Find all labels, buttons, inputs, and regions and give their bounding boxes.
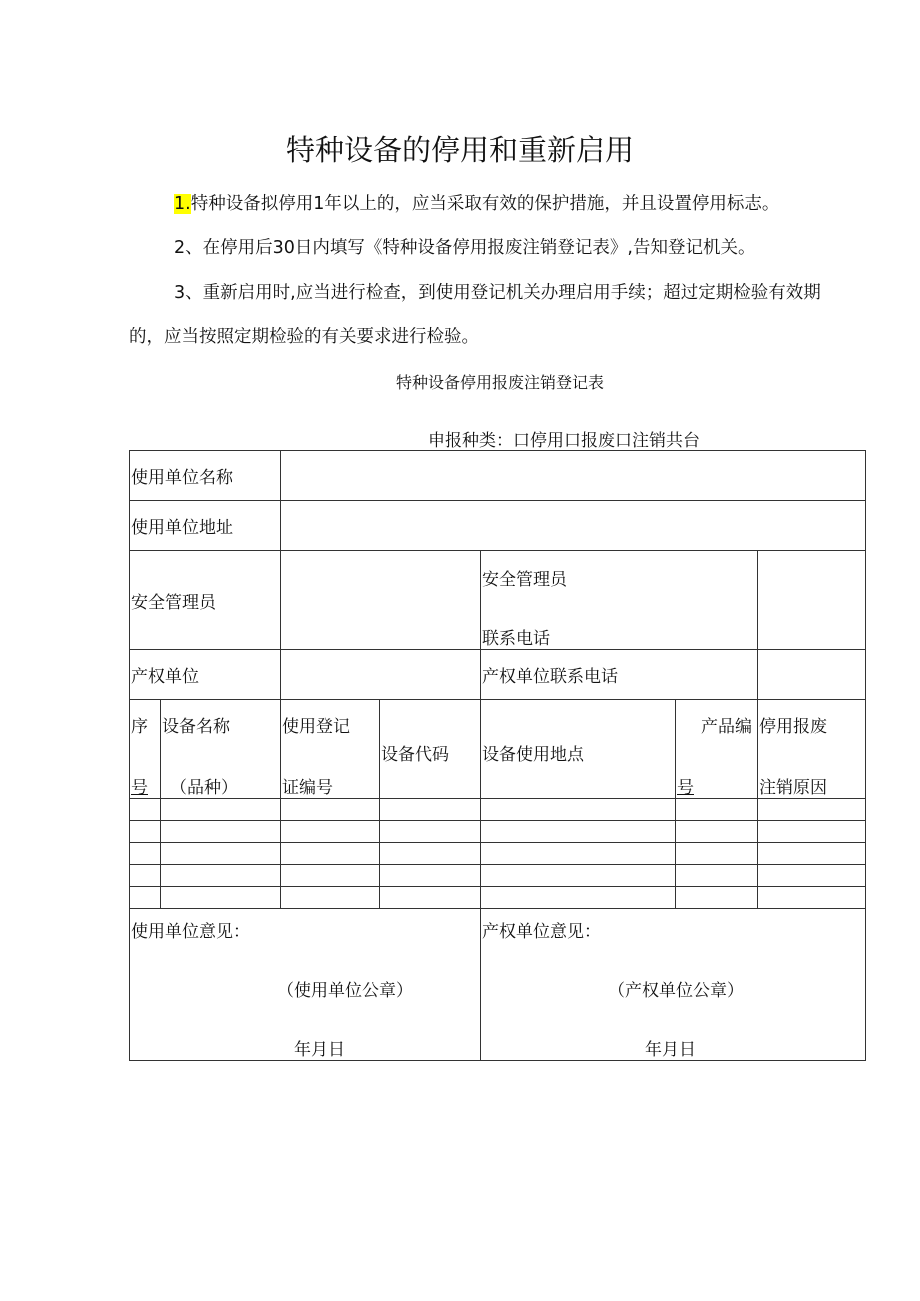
col-header-equip-code bbox=[380, 700, 481, 799]
page-title: 特种设备的停用和重新启用 bbox=[285, 133, 634, 167]
table-row bbox=[130, 843, 866, 865]
safety-manager-phone-label-1: 安全管理员 bbox=[482, 570, 567, 590]
table-row bbox=[130, 887, 866, 909]
table-cell[interactable] bbox=[676, 887, 758, 909]
table-cell[interactable] bbox=[758, 821, 866, 843]
col-header-product-no-1: 产品编 bbox=[701, 717, 752, 737]
user-name-field[interactable] bbox=[281, 451, 866, 501]
owner-seal-text: （产权单位公章） bbox=[608, 981, 744, 1001]
col-header-reason bbox=[758, 700, 866, 799]
user-address-field[interactable] bbox=[281, 501, 866, 551]
user-date-text: 年月日 bbox=[294, 1040, 345, 1060]
table-cell[interactable] bbox=[481, 887, 676, 909]
table-cell[interactable] bbox=[161, 799, 281, 821]
col-header-reason-2: 注销原因 bbox=[759, 778, 827, 798]
table-cell[interactable] bbox=[380, 865, 481, 887]
table-cell[interactable] bbox=[130, 799, 161, 821]
table-cell[interactable] bbox=[130, 843, 161, 865]
table-cell[interactable] bbox=[676, 865, 758, 887]
table-cell[interactable] bbox=[380, 887, 481, 909]
col-header-equip-name bbox=[161, 700, 281, 799]
table-cell[interactable] bbox=[130, 865, 161, 887]
item-1-text: 特种设备拟停用1年以上的，应当采取有效的保护措施，并且设置停用标志。 bbox=[190, 194, 780, 214]
user-name-label: 使用单位名称 bbox=[130, 451, 281, 501]
table-cell[interactable] bbox=[481, 865, 676, 887]
col-header-seq bbox=[130, 700, 161, 799]
col-header-reg-cert-1: 使用登记 bbox=[282, 717, 350, 737]
table-cell[interactable] bbox=[281, 843, 380, 865]
col-header-seq-2: 号 bbox=[131, 778, 148, 798]
owner-label: 产权单位 bbox=[130, 650, 281, 700]
table-cell[interactable] bbox=[676, 843, 758, 865]
table-cell[interactable] bbox=[758, 887, 866, 909]
col-header-reason-1: 停用报废 bbox=[759, 717, 827, 737]
table-cell[interactable] bbox=[161, 887, 281, 909]
safety-manager-label: 安全管理员 bbox=[130, 551, 281, 650]
col-header-reg-cert-2: 证编号 bbox=[282, 778, 333, 798]
col-header-equip-name-2: （品种） bbox=[170, 778, 238, 798]
owner-opinion-label: 产权单位意见： bbox=[482, 922, 601, 942]
item-3-line-2: 的，应当按照定期检验的有关要求进行检验。 bbox=[129, 327, 479, 347]
col-header-location-text: 设备使用地点 bbox=[482, 745, 584, 765]
item-1-number: 1. bbox=[174, 194, 191, 214]
table-cell[interactable] bbox=[380, 821, 481, 843]
table-cell[interactable] bbox=[161, 865, 281, 887]
table-cell[interactable] bbox=[161, 821, 281, 843]
safety-manager-phone-label-2: 联系电话 bbox=[482, 629, 550, 649]
user-seal-text: （使用单位公章） bbox=[277, 981, 413, 1001]
safety-manager-field[interactable] bbox=[281, 551, 481, 650]
col-header-location bbox=[481, 700, 676, 799]
table-cell[interactable] bbox=[676, 799, 758, 821]
owner-phone-label: 产权单位联系电话 bbox=[481, 650, 758, 700]
owner-field[interactable] bbox=[281, 650, 481, 700]
registration-form-table bbox=[129, 450, 866, 1061]
col-header-seq-1: 序 bbox=[131, 717, 148, 737]
table-cell[interactable] bbox=[481, 821, 676, 843]
user-opinion-label: 使用单位意见： bbox=[131, 922, 250, 942]
table-cell[interactable] bbox=[281, 887, 380, 909]
table-cell[interactable] bbox=[380, 843, 481, 865]
table-cell[interactable] bbox=[481, 843, 676, 865]
table-cell[interactable] bbox=[676, 821, 758, 843]
item-1 bbox=[174, 194, 779, 214]
user-address-label: 使用单位地址 bbox=[130, 501, 281, 551]
table-cell[interactable] bbox=[758, 843, 866, 865]
table-cell[interactable] bbox=[281, 799, 380, 821]
col-header-product-no-2: 号 bbox=[677, 778, 694, 798]
item-2: 2、在停用后30日内填写《特种设备停用报废注销登记表》,告知登记机关。 bbox=[174, 238, 756, 258]
table-cell[interactable] bbox=[481, 799, 676, 821]
table-cell[interactable] bbox=[130, 887, 161, 909]
col-header-equip-name-1: 设备名称 bbox=[162, 717, 230, 737]
table-cell[interactable] bbox=[380, 799, 481, 821]
form-title: 特种设备停用报废注销登记表 bbox=[395, 373, 604, 392]
table-row bbox=[130, 821, 866, 843]
owner-opinion-cell[interactable] bbox=[481, 909, 866, 1061]
col-header-equip-code-text: 设备代码 bbox=[381, 745, 449, 765]
table-cell[interactable] bbox=[161, 843, 281, 865]
table-cell[interactable] bbox=[281, 865, 380, 887]
col-header-reg-cert bbox=[281, 700, 380, 799]
table-cell[interactable] bbox=[758, 865, 866, 887]
table-cell[interactable] bbox=[758, 799, 866, 821]
table-row bbox=[130, 799, 866, 821]
table-cell[interactable] bbox=[130, 821, 161, 843]
report-type-line: 申报种类：口停用口报废口注销共台 bbox=[428, 431, 700, 451]
col-header-product-no bbox=[676, 700, 758, 799]
user-opinion-cell[interactable] bbox=[130, 909, 481, 1061]
safety-manager-phone-field[interactable] bbox=[758, 551, 866, 650]
table-row bbox=[130, 865, 866, 887]
table-cell[interactable] bbox=[281, 821, 380, 843]
safety-manager-phone-label bbox=[481, 551, 758, 650]
owner-date-text: 年月日 bbox=[645, 1040, 696, 1060]
item-3-line-1: 3、重新启用时,应当进行检查，到使用登记机关办理启用手续；超过定期检验有效期 bbox=[174, 283, 821, 303]
owner-phone-field[interactable] bbox=[758, 650, 866, 700]
